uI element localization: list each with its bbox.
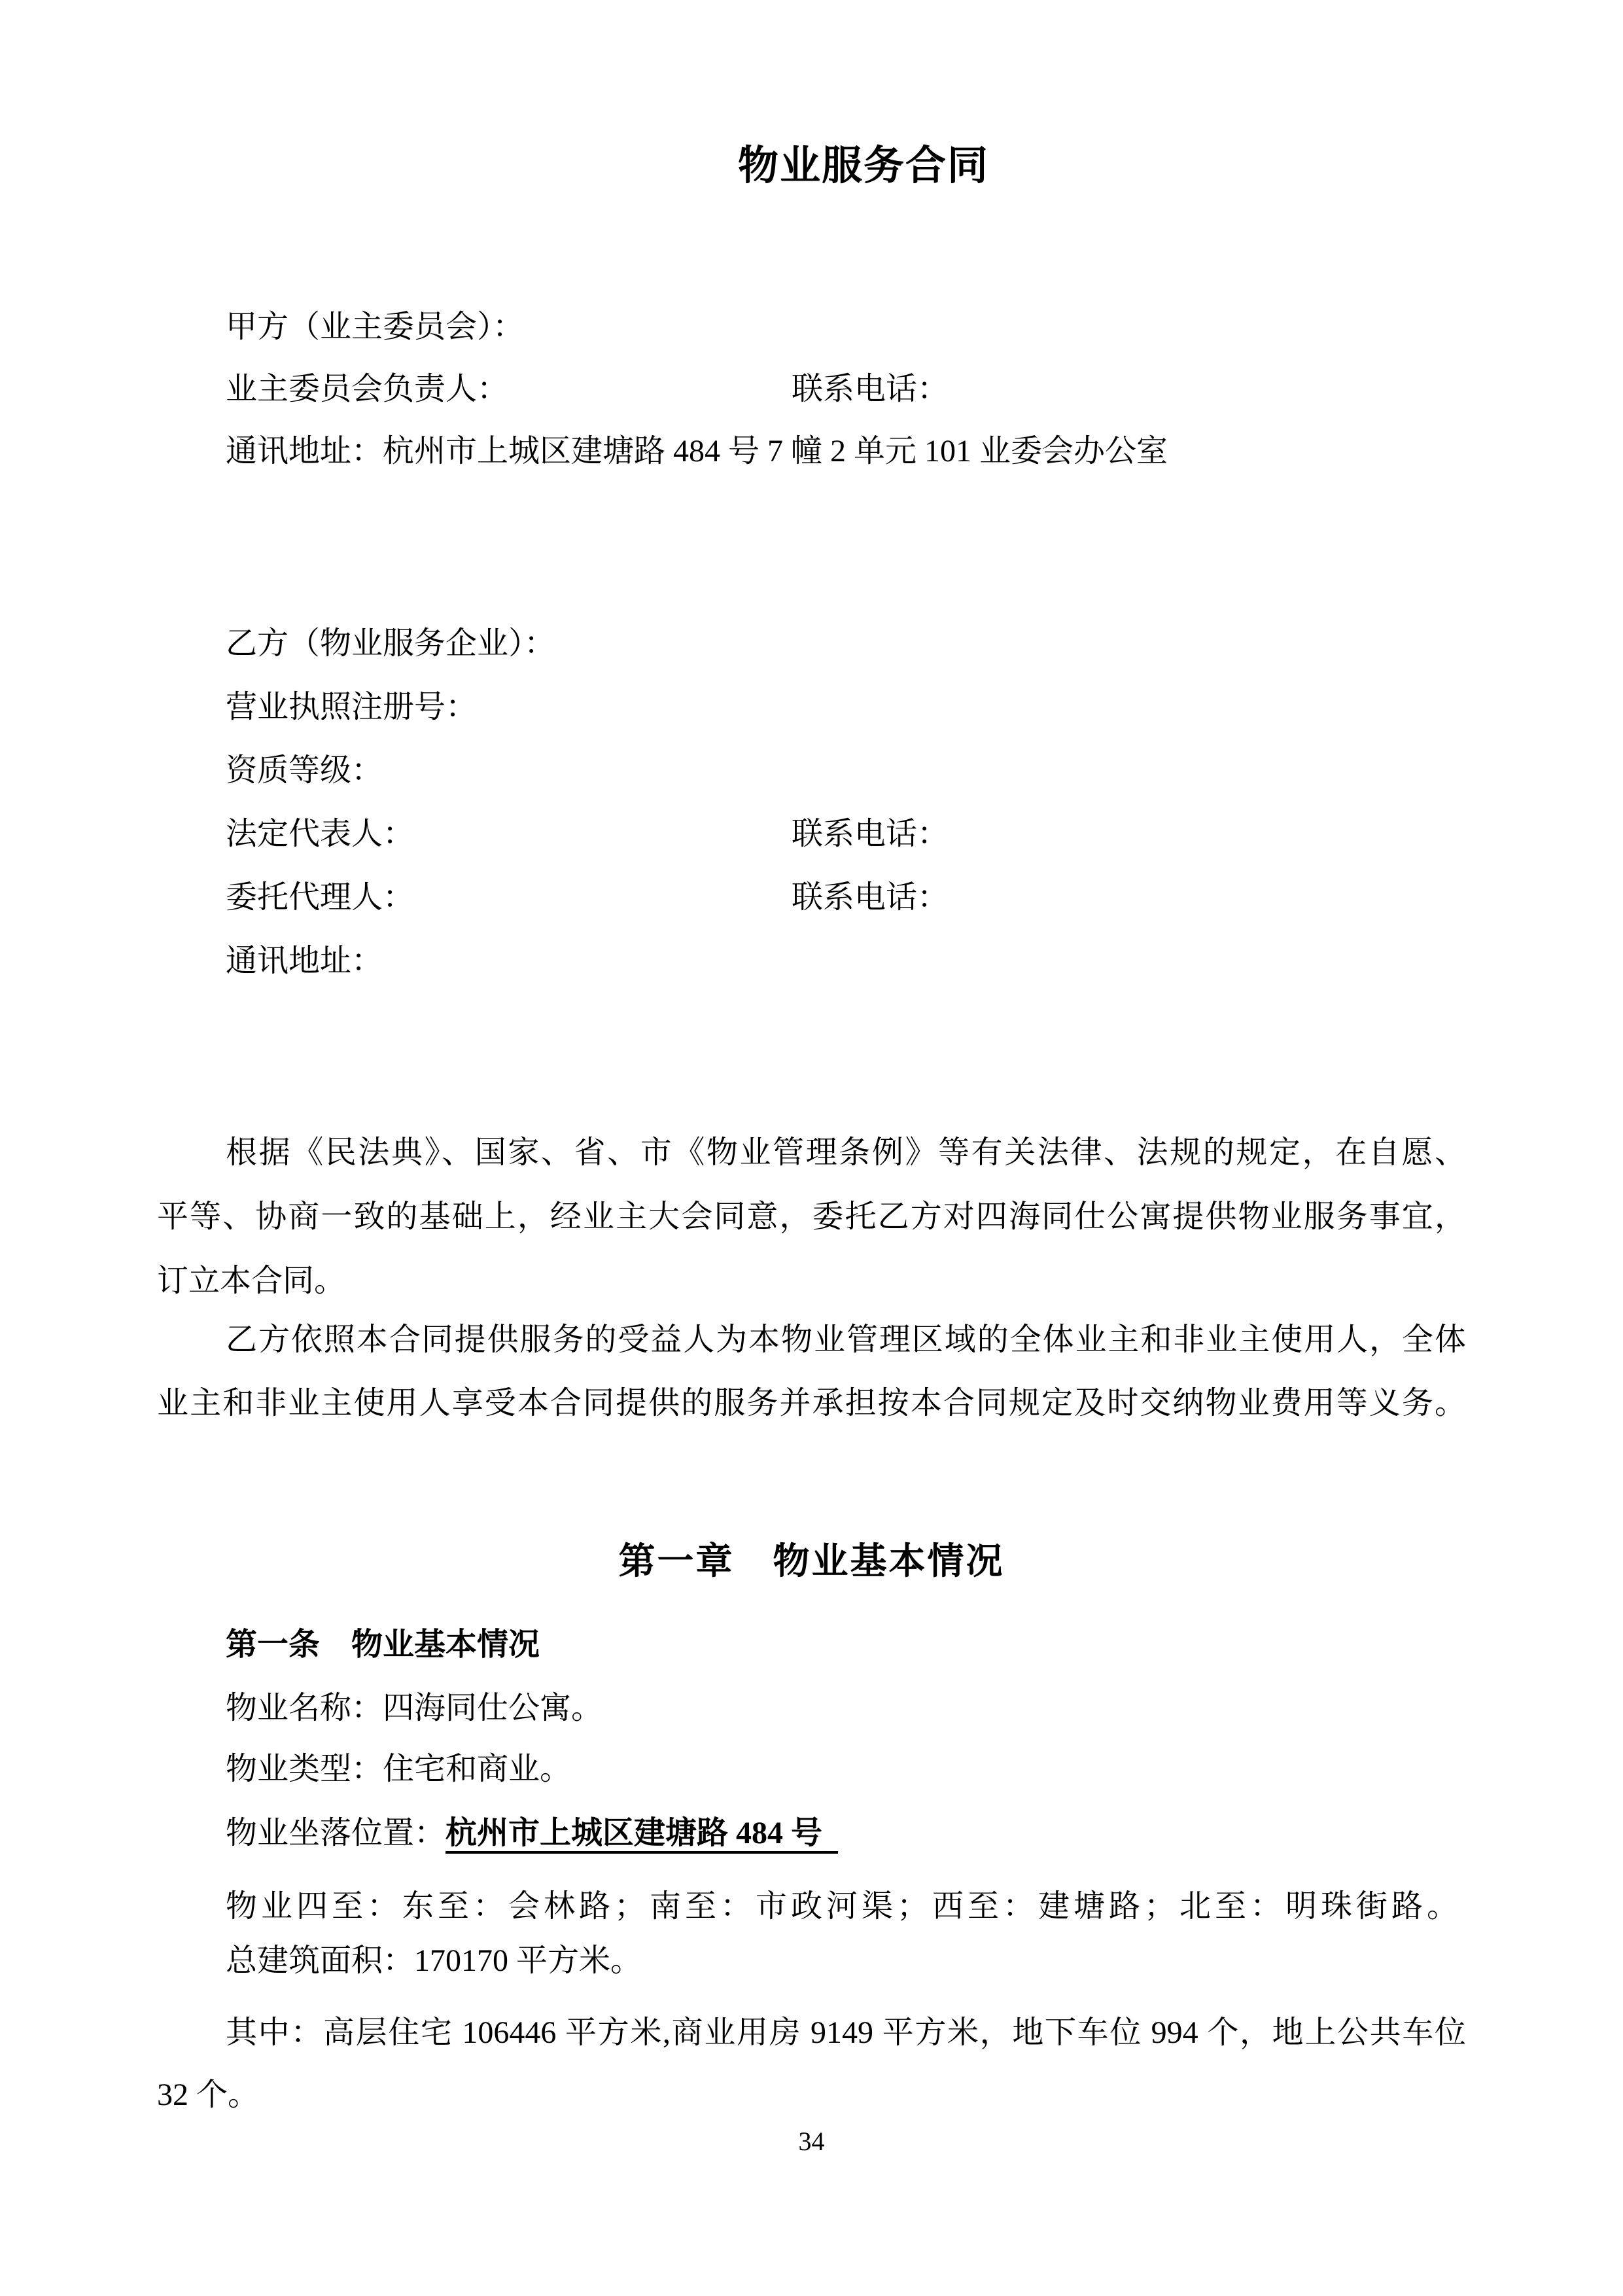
chapter1-heading: 第一章 物业基本情况 [618, 1542, 1005, 1582]
party-b-agent-line [157, 878, 1466, 917]
party-a-address-line: 通讯地址：杭州市上城区建塘路 484 号 7 幢 2 单元 101 业委会办公室 [226, 434, 1168, 468]
property-type-line: 物业类型：住宅和商业。 [226, 1752, 572, 1786]
preamble-para1-line2: 平等、协商一致的基础上，经业主大会同意，委托乙方对四海同仕公寓提供物业服务事宜， [157, 1199, 1466, 1234]
party-b-qualification-line: 资质等级： [226, 753, 383, 788]
party-b-legal-rep-line [157, 815, 1466, 854]
article1-heading: 第一条 物业基本情况 [226, 1627, 540, 1662]
party-a-head-phone-label: 联系电话： [792, 372, 949, 406]
preamble-para2-line1: 乙方依照本合同提供服务的受益人为本物业管理区域的全体业主和非业主使用人，全体 [226, 1322, 1466, 1357]
party-b-license-line: 营业执照注册号： [226, 690, 478, 724]
underline-pad [822, 1816, 838, 1850]
area-breakdown-line1: 其中：高层住宅 106446 平方米,商业用房 9149 平方米，地下车位 994 个，地上公共车位 [226, 2015, 1466, 2050]
preamble-para1-line3: 订立本合同。 [157, 1263, 346, 1298]
area-breakdown-line2: 32 个。 [157, 2077, 260, 2112]
property-boundaries-line: 物业四至：东至：会林路；南至：市政河渠；西至：建塘路；北至：明珠街路。 [226, 1889, 1463, 1924]
preamble-para1-line1: 根据《民法典》、国家、省、市《物业管理条例》等有关法律、法规的规定，在自愿、 [226, 1135, 1466, 1170]
party-a-head-line [157, 370, 1466, 409]
property-location-value: 杭州市上城区建塘路 484 号 [445, 1816, 838, 1850]
property-location-label: 物业坐落位置： [226, 1816, 446, 1850]
property-name-line: 物业名称：四海同仕公寓。 [226, 1691, 603, 1725]
party-b-name-line: 乙方（物业服务企业）： [226, 626, 556, 661]
party-b-legal-rep-phone-label: 联系电话： [792, 817, 949, 851]
property-location-line [157, 1814, 1466, 1853]
party-b-agent-phone-label: 联系电话： [792, 880, 949, 915]
preamble-para2-line2: 业主和非业主使用人享受本合同提供的服务并承担按本合同规定及时交纳物业费用等义务。 [157, 1386, 1466, 1421]
party-b-agent-label: 委托代理人： [226, 880, 415, 915]
total-area-line: 总建筑面积：170170 平方米。 [226, 1943, 642, 1978]
party-a-name-line: 甲方（业主委员会）： [226, 309, 525, 344]
party-b-address-line: 通讯地址： [226, 944, 383, 978]
party-b-legal-rep-label: 法定代表人： [226, 817, 415, 851]
party-a-head-label: 业主委员会负责人： [226, 372, 509, 406]
document-title: 物业服务合同 [738, 144, 990, 188]
page-number: 34 [798, 2127, 825, 2156]
